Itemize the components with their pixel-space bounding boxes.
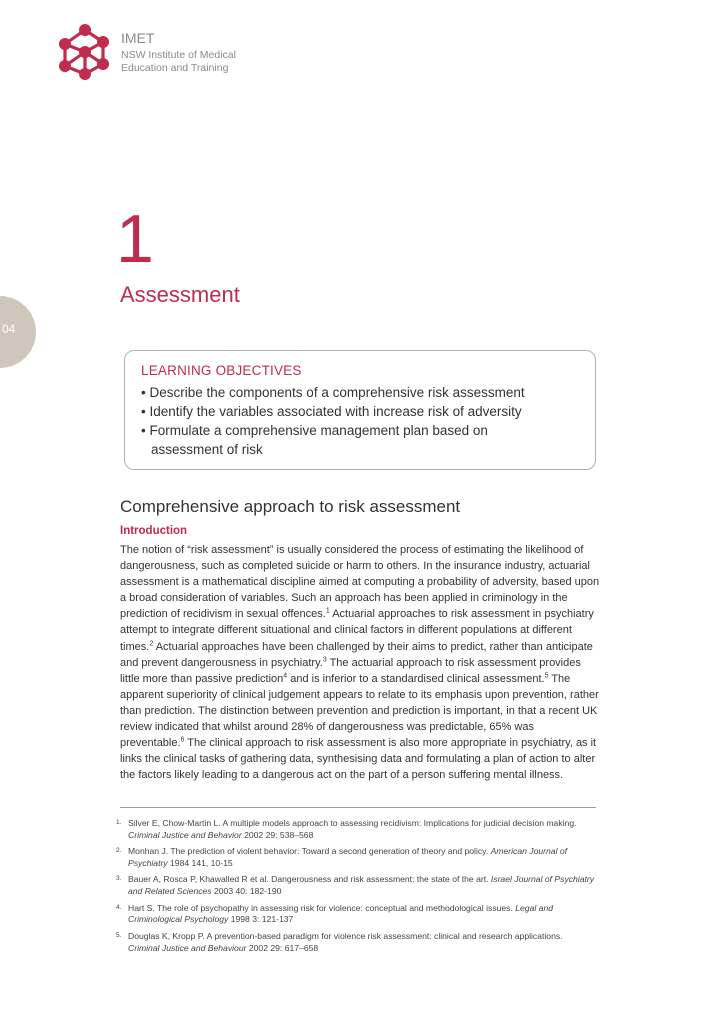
objective-item: • Describe the components of a comprehensive risk assessment [141,385,525,400]
footnote-citation: 1998 3: 121-137 [228,914,294,925]
footnote-divider [120,807,596,808]
footnote-text: Bauer A, Rosca P, Khawalled R et al. Dangerousness and risk assessment: the state of the art. [128,874,489,885]
body-text-run: The apparent superiority of clinical judgement appears to relate to its emphasis upon prevention, rather than prediction. The distinction between prevention and prediction is important, in that a recent UK review indicated that whilst around 28% of dangerousness was predictable, 65% was preventable. [120,672,599,750]
reference-marker: 5 [544,672,549,680]
chapter-title: Assessment [120,282,240,307]
footnote-journal: American Journal of Psychiatry [128,846,568,868]
reference-marker: 1 [325,607,330,615]
body-text-run: The notion of “risk assessment” is usually considered the process of estimating the likelihood of dangerousness, such as completed suicide or harm to others. In the insurance industry, actuarial assessment is a mathematical discipline aimed at computing a probability of adversity, based upon a broad consideration of variables. Such an approach has been applied in criminology in the prediction of recidivism in sexual offences. [120,544,600,621]
reference-marker: 2 [149,639,154,647]
footnote-citation: 2002 29: 617–658 [246,942,319,953]
org-name-line-2: Education and Training [121,62,229,74]
chapter-number: 1 [116,201,154,277]
body-text-run: and is inferior to a standardised clinical assessment. [287,672,545,685]
body-paragraph [120,542,600,783]
footnote-text: Douglas K, Kropp P. A prevention-based paradigm for violence risk assessment: clinical and research applications. [128,930,563,941]
body-text-run: The actuarial approach to risk assessment provides little more than passive prediction [120,656,581,685]
footnote-text: Silver E, Chow-Martin L. A multiple models approach to assessing recidivism: Implications for judicial decision making. [128,818,577,828]
footnote-item [116,874,596,898]
footnotes-list [116,818,596,959]
learning-objectives-title: LEARNING OBJECTIVES [141,363,302,378]
footnote-journal: Israel Journal of Psychiatry and Related Sciences [128,874,595,897]
footnote-number: 4. [116,903,122,911]
org-abbreviation: IMET [121,30,155,46]
footnote-number: 3. [116,875,122,883]
footnote-journal: Criminal Justice and Behavior [128,829,242,840]
footnote-citation: 1984 141, 10-15 [167,857,233,868]
footnote-citation: 2003 40: 182-190 [211,886,282,897]
imet-lattice-logo-icon [55,20,113,82]
footnote-journal: Criminal Justice and Behaviour [128,942,247,953]
org-name-line-1: NSW Institute of Medical [121,49,236,61]
reference-marker: 6 [180,736,185,744]
footnote-journal: Legal and Criminological Psychology [128,902,554,925]
footnote-text: Hart S. The role of psychopathy in assessing risk for violence: conceptual and methodological issues. [128,902,513,913]
subsection-heading: Introduction [120,525,188,537]
objective-item: • Formulate a comprehensive management plan based on assessment of risk [141,423,488,457]
reference-marker: 3 [322,656,327,663]
section-heading: Comprehensive approach to risk assessment [120,497,461,516]
footnote-text: Monhan J. The prediction of violent behavior: Toward a second generation of theory and policy. [128,846,489,857]
footnote-item [116,846,596,870]
footnote-item [116,931,596,955]
page-number: 04 [2,322,16,336]
body-text-run: The clinical approach to risk assessment is also more appropriate in psychiatry, as it links the clinical tasks of gathering data, synthesising data and formulating a plan of action to alter the factors likely leading to a dangerous act on the part of a person suffering mental illness. [120,737,597,782]
footnote-citation: 2002 29: 538–568 [241,829,314,840]
learning-objectives-list [141,383,525,459]
footnote-number: 2. [116,847,122,855]
footnote-number: 1. [116,819,122,826]
reference-marker: 4 [283,672,288,680]
body-text-run: Actuarial approaches to risk assessment in psychiatry attempt to integrate different situational and clinical factors in different populations at different times. [120,608,594,653]
body-text-run: Actuarial approaches have been challenged by their aims to predict, rather than anticipate and prevent dangerousness in psychiatry. [120,640,593,669]
org-full-name [121,49,236,75]
objective-item: • Identify the variables associated with increase risk of adversity [141,404,522,419]
footnote-item [116,903,596,927]
footnote-number: 5. [116,931,122,939]
learning-objectives-box [124,350,596,470]
footnote-item [116,818,596,842]
